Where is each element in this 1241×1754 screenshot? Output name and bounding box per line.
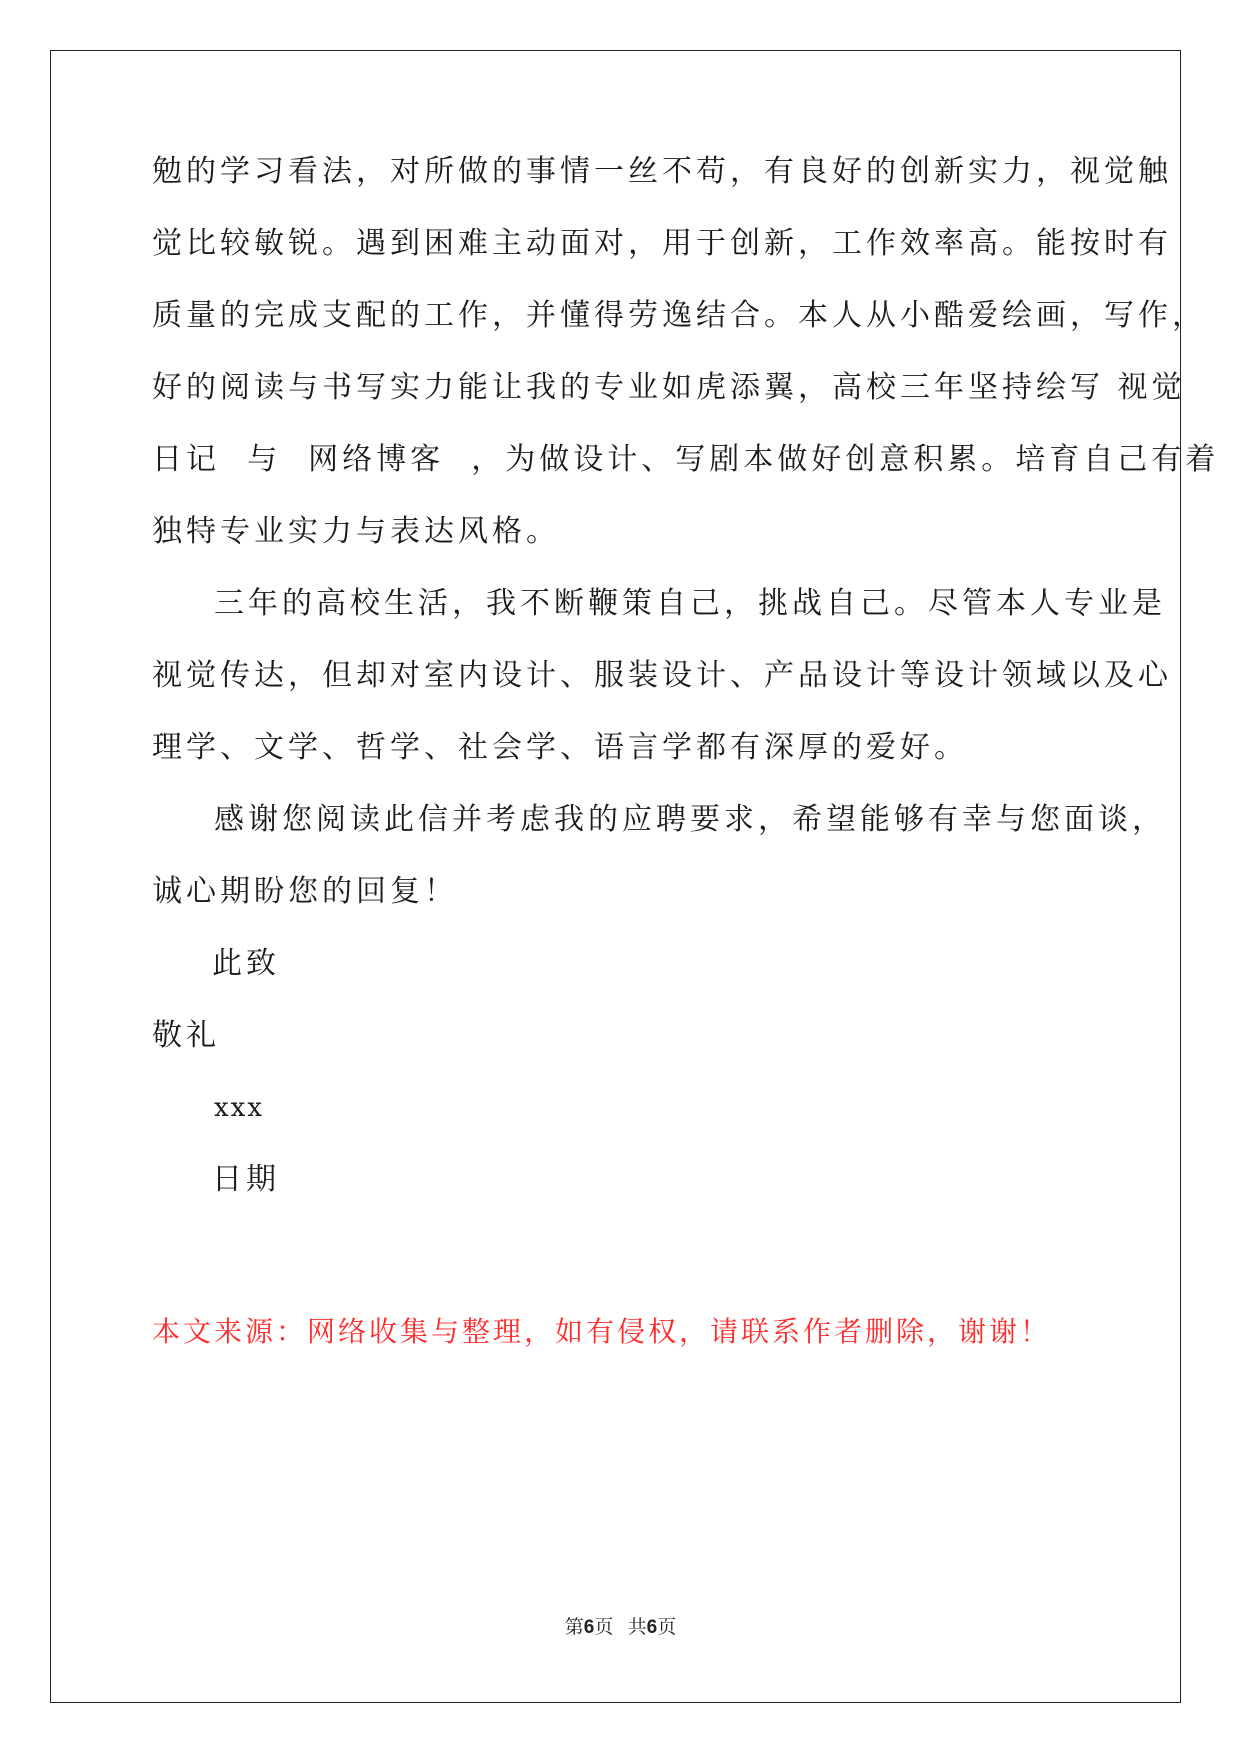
body-line: 觉比较敏锐。遇到困难主动面对，用于创新，工作效率高。能按时有 [152,226,1172,261]
footer-total-pages: 6 [646,1617,658,1638]
closing-salute: 敬礼 [152,1018,220,1053]
body-line: 感谢您阅读此信并考虑我的应聘要求，希望能够有幸与您面谈， [214,802,1166,837]
page-footer [0,1612,1241,1639]
signature-name: xxx [214,1093,264,1123]
signature-date: 日期 [212,1162,280,1197]
body-line: 独特专业实力与表达风格。 [152,514,560,549]
footer-page-number: 6 [583,1617,595,1638]
body-line: 日记 与 网络博客 ，为做设计、写剧本做好创意积累。培育自己有着 [152,442,1220,477]
closing-greeting: 此致 [212,946,280,981]
source-notice: 本文来源：网络收集与整理，如有侵权，请联系作者删除，谢谢！ [152,1315,1052,1348]
footer-prefix: 第 [564,1617,584,1638]
footer-suffix: 页 [657,1617,677,1638]
body-line: 三年的高校生活，我不断鞭策自己，挑战自己。尽管本人专业是 [214,586,1166,621]
body-line: 质量的完成支配的工作，并懂得劳逸结合。本人从小酷爱绘画，写作， [152,298,1206,333]
body-line: 理学、文学、哲学、社会学、语言学都有深厚的爱好。 [152,730,968,765]
body-line: 视觉传达，但却对室内设计、服装设计、产品设计等设计领域以及心 [152,658,1172,693]
body-line: 诚心期盼您的回复！ [152,874,458,909]
body-line: 勉的学习看法，对所做的事情一丝不苟，有良好的创新实力，视觉触 [152,154,1172,189]
footer-mid: 页 共 [594,1617,647,1638]
body-line: 好的阅读与书写实力能让我的专业如虎添翼，高校三年坚持绘写 视觉 [152,370,1186,405]
